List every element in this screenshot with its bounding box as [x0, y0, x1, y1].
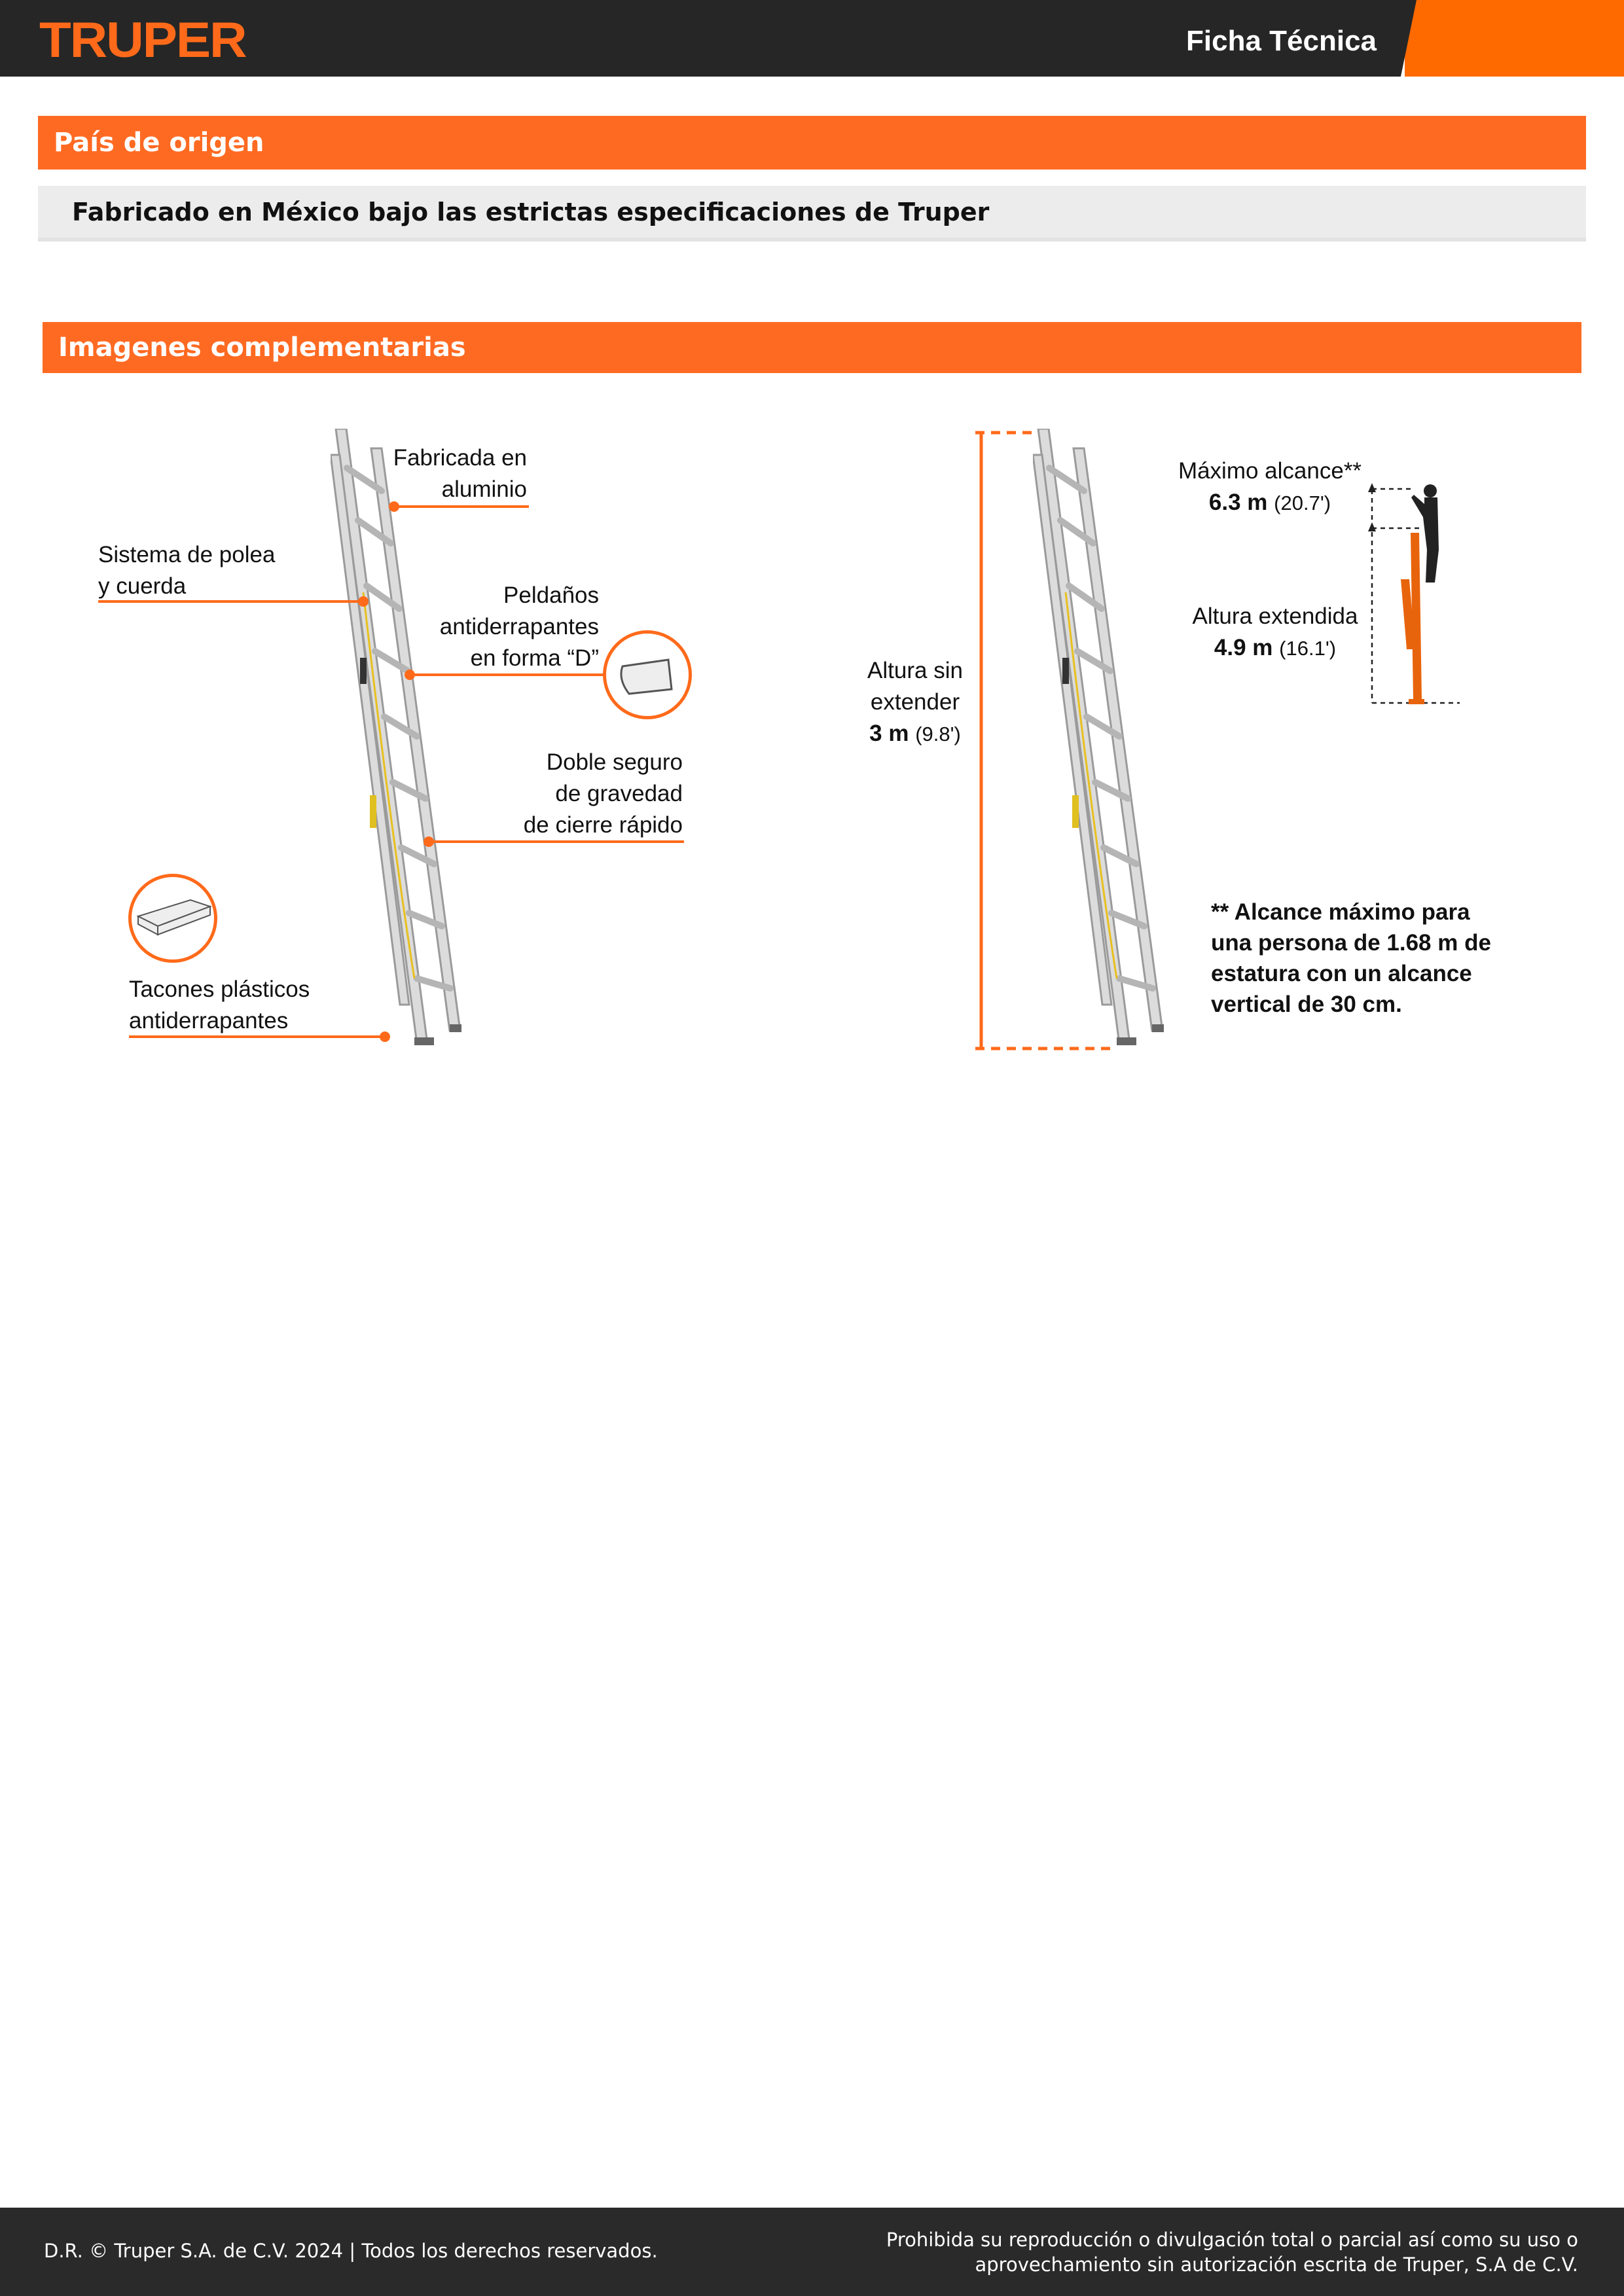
ladder-image — [331, 429, 461, 1050]
legal-line: aprovechamiento sin autorización escrita de Truper, S.A de C.V. — [975, 2253, 1578, 2276]
label-line: Altura sin — [867, 658, 963, 683]
label-material — [367, 442, 527, 505]
callout-line — [129, 1035, 385, 1038]
ladder-image-dimensions — [1033, 429, 1164, 1050]
label-line: Sistema de polea — [98, 542, 276, 567]
note-line: vertical de 30 cm. — [1211, 992, 1402, 1017]
person-on-ladder-figure — [1362, 478, 1466, 707]
label-max-reach — [1152, 456, 1388, 519]
plastic-feet-detail-icon — [128, 874, 217, 963]
truper-logo: TRUPER — [39, 12, 246, 68]
callout-line — [394, 505, 529, 508]
label-line — [831, 718, 999, 750]
callout-dot — [389, 501, 399, 512]
callout-dot — [405, 670, 415, 680]
note-line: estatura con un alcance — [1211, 961, 1472, 986]
label-line: Tacones plásticos — [129, 977, 310, 1002]
label-line: Fabricada en — [393, 445, 527, 471]
callout-dot — [380, 1031, 390, 1042]
value-imperial: (16.1') — [1279, 637, 1337, 660]
callout-line — [410, 673, 606, 676]
label-line — [1157, 632, 1393, 664]
label-line: extender — [870, 689, 960, 715]
section-heading-images: Imagenes complementarias — [43, 322, 1581, 373]
label-line: Doble seguro — [546, 749, 683, 775]
value-imperial: (20.7') — [1274, 492, 1331, 514]
label-line: en forma “D” — [470, 645, 599, 671]
copyright-text: D.R. © Truper S.A. de C.V. 2024 | Todos los derechos reservados. — [44, 2240, 658, 2262]
note-line: una persona de 1.68 m de — [1211, 930, 1491, 956]
label-line: y cuerda — [98, 573, 187, 599]
callout-line — [98, 600, 363, 603]
d-rung-detail-icon — [603, 630, 692, 719]
value-metric: 3 m — [869, 721, 909, 746]
label-line: antiderrapantes — [439, 614, 599, 639]
legal-notice — [886, 2227, 1578, 2277]
origin-text: Fabricado en México bajo las estrictas especificaciones de Truper — [38, 186, 1586, 242]
label-line — [1152, 487, 1388, 519]
callout-dot — [358, 596, 369, 607]
reach-footnote — [1211, 897, 1491, 1020]
label-pulley — [98, 539, 275, 602]
label-line: aluminio — [441, 476, 527, 502]
label-line: de gravedad — [555, 781, 683, 806]
label-rungs — [393, 580, 599, 674]
note-line: ** Alcance máximo para — [1211, 899, 1470, 925]
label-feet — [129, 974, 310, 1037]
label-line: antiderrapantes — [129, 1008, 289, 1033]
value-metric: 4.9 m — [1214, 635, 1273, 660]
legal-line: Prohibida su reproducción o divulgación total o parcial así como su uso o — [886, 2229, 1578, 2251]
callout-dot — [424, 836, 434, 847]
label-extended-height — [1157, 601, 1393, 664]
value-imperial: (9.8') — [915, 723, 961, 745]
label-lock — [458, 747, 683, 841]
label-line: Peldaños — [503, 583, 599, 608]
section-heading-origin: País de origen — [38, 116, 1586, 170]
label-line: Altura extendida — [1192, 603, 1358, 629]
label-line: de cierre rápido — [523, 812, 683, 838]
callout-line — [429, 840, 684, 843]
value-metric: 6.3 m — [1208, 490, 1268, 515]
label-line: Máximo alcance** — [1178, 458, 1362, 484]
label-closed-height — [831, 655, 999, 750]
document-title: Ficha Técnica — [1186, 25, 1377, 57]
header-accent — [1401, 0, 1624, 77]
